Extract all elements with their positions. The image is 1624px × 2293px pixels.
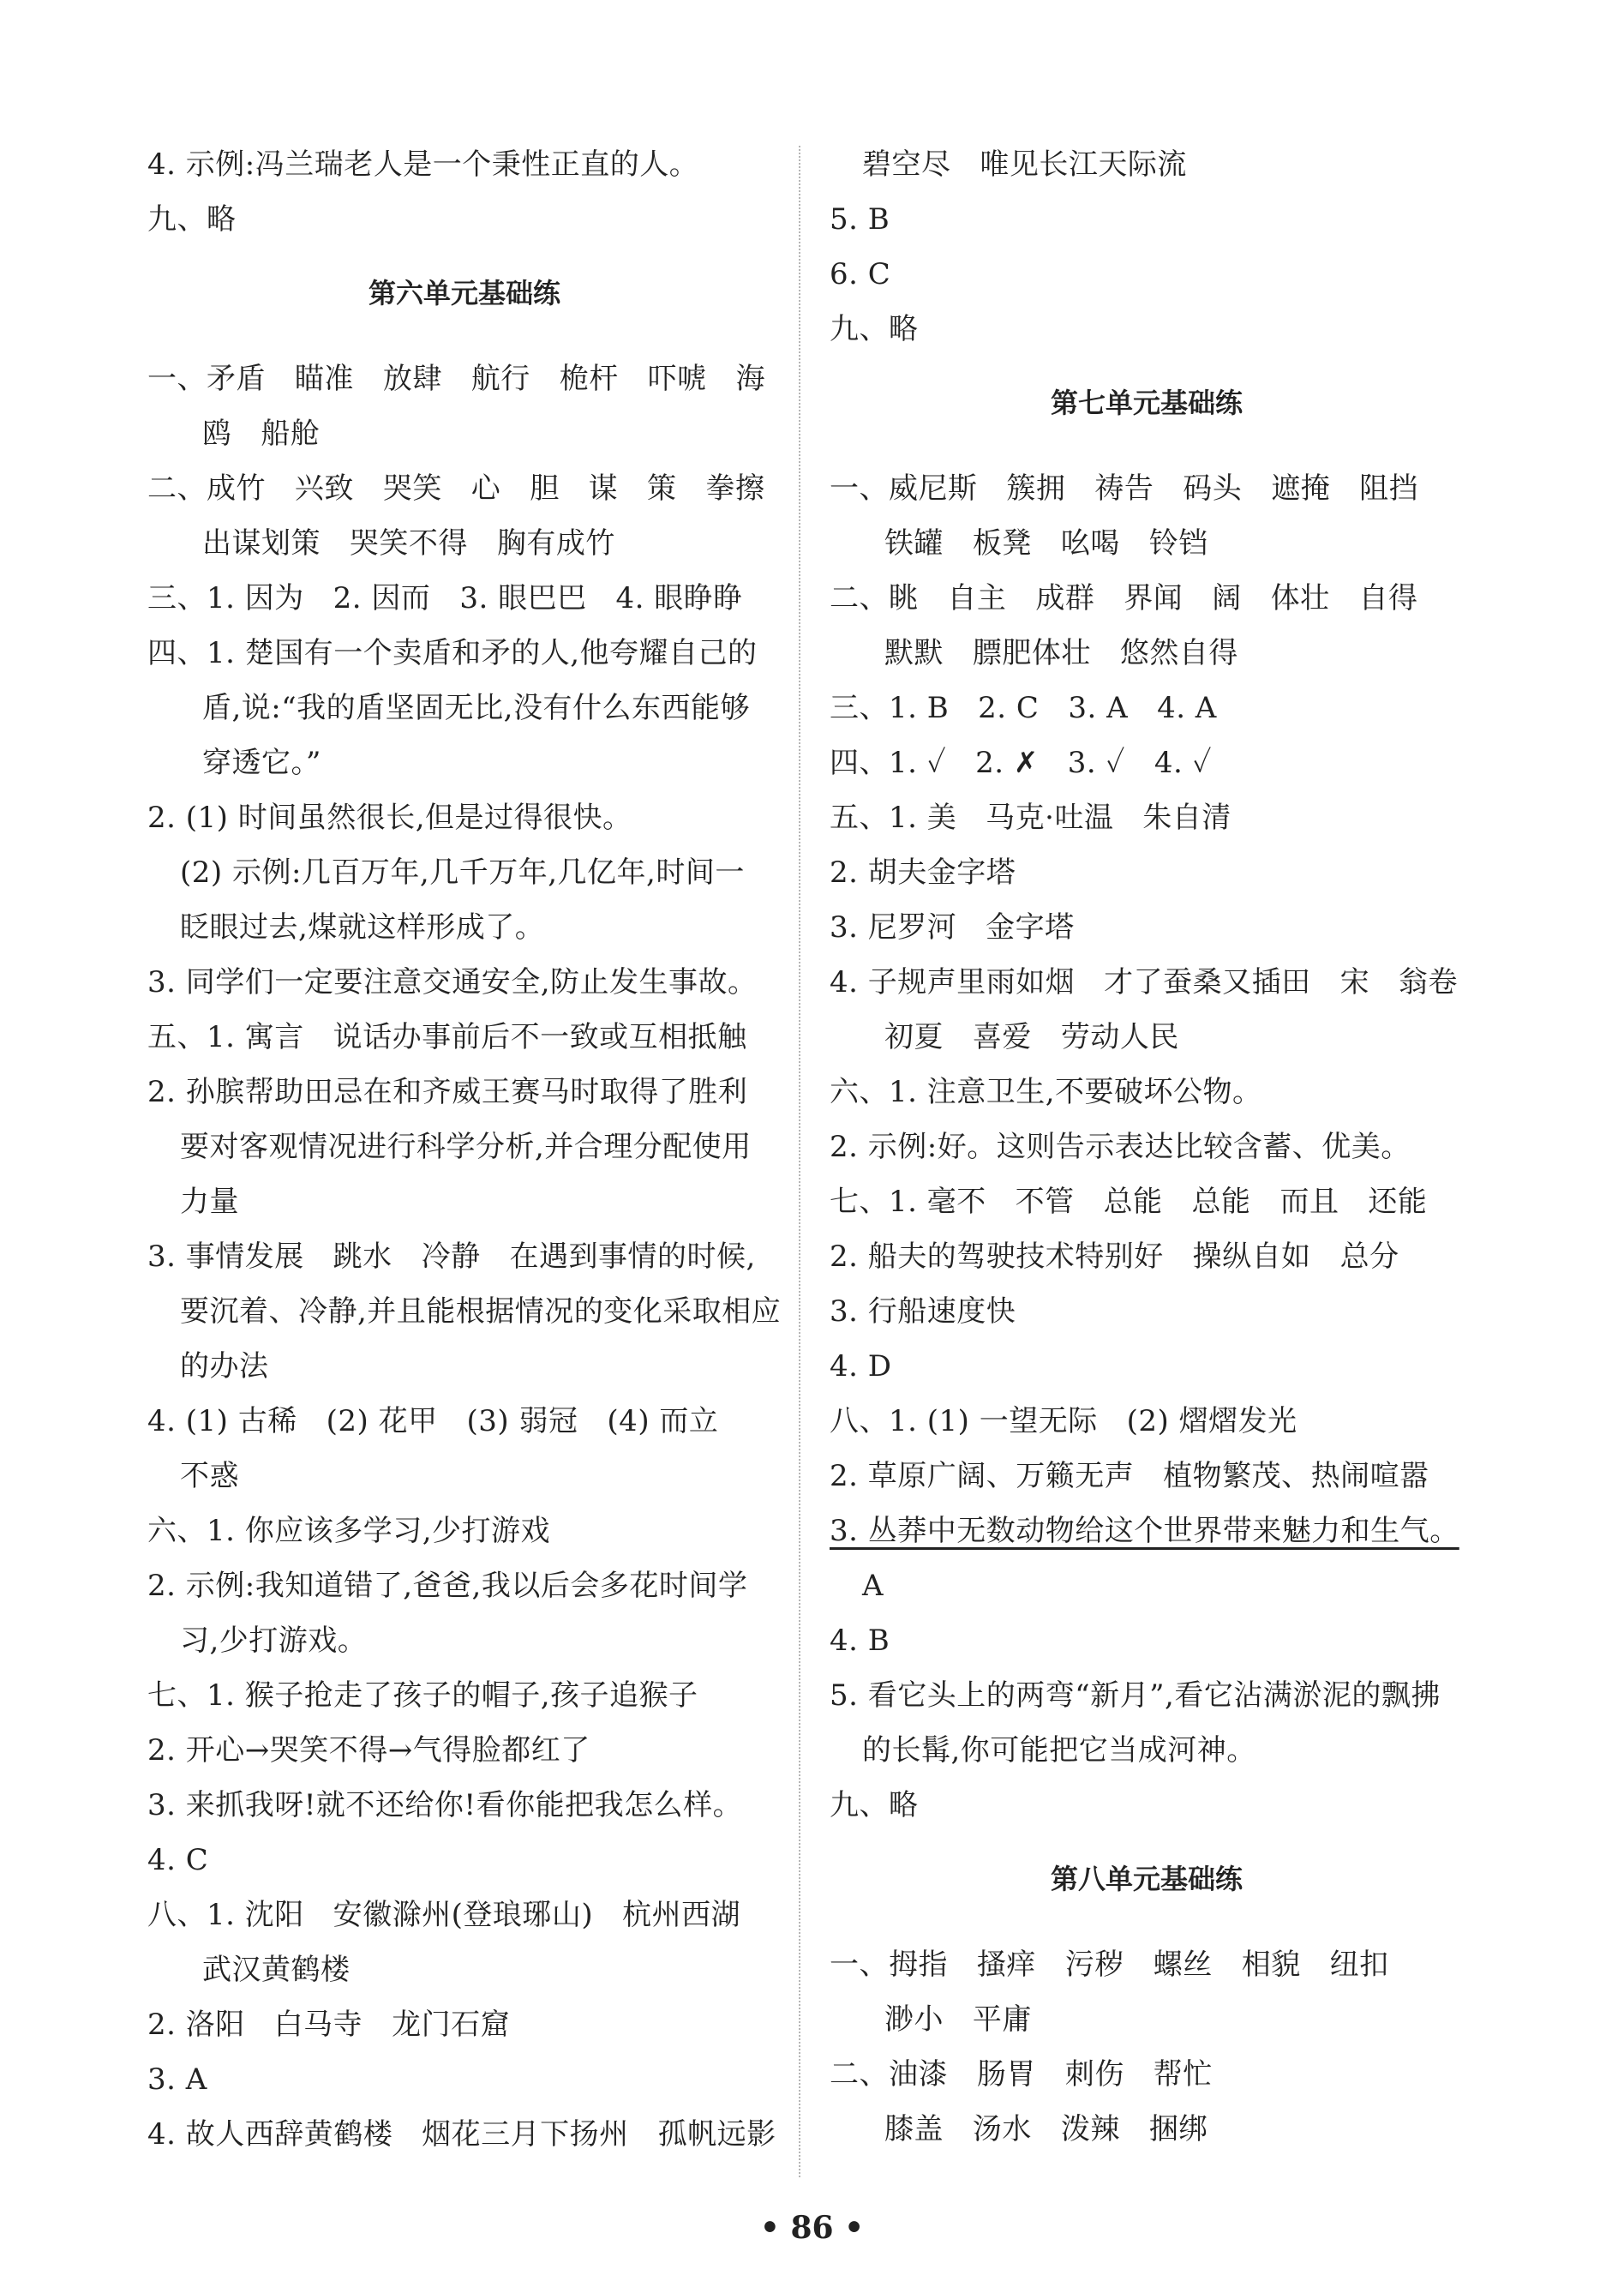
- answer-line: 四、1. 楚国有一个卖盾和矛的人,他夸耀自己的: [147, 636, 758, 670]
- answer-line: 默默 膘肥体壮 悠然自得: [884, 636, 1238, 670]
- answer-line: 渺小 平庸: [884, 2002, 1032, 2037]
- unit8-heading: 第八单元基础练: [1050, 1863, 1243, 1895]
- page-number: • 86 •: [759, 2210, 865, 2246]
- answer-line: 4. B: [830, 1624, 890, 1658]
- answer-line: 3. 同学们一定要注意交通安全,防止发生事故。: [147, 965, 758, 999]
- answer-line: 碧空尽 唯见长江天际流: [862, 147, 1187, 182]
- answer-line: 的长髯,你可能把它当成河神。: [862, 1733, 1256, 1768]
- answer-line: 八、1. 沈阳 安徽滁州(登琅琊山) 杭州西湖: [147, 1898, 741, 1932]
- answer-line: 七、1. 猴子抢走了孩子的帽子,孩子追猴子: [147, 1678, 698, 1713]
- answer-line: 4. 示例:冯兰瑞老人是一个秉性正直的人。: [147, 147, 699, 182]
- answer-line: A: [862, 1569, 884, 1603]
- answer-line: 2. 开心→哭笑不得→气得脸都红了: [147, 1733, 590, 1768]
- answer-line: 5. 看它头上的两弯“新月”,看它沾满淤泥的飘拂: [830, 1678, 1441, 1713]
- answer-line: 3. 行船速度快: [830, 1294, 1016, 1329]
- answer-line: 出谋划策 哭笑不得 胸有成竹: [202, 526, 615, 561]
- answer-line: 六、1. 你应该多学习,少打游戏: [147, 1514, 551, 1548]
- answer-line: 一、拇指 搔痒 污秽 螺丝 相貌 纽扣: [830, 1948, 1389, 1982]
- answer-line: 2. 示例:好。这则告示表达比较含蓄、优美。: [830, 1130, 1411, 1164]
- answer-line: 穿透它。”: [202, 746, 321, 780]
- answer-line: 二、眺 自主 成群 界闻 阔 体壮 自得: [830, 581, 1418, 615]
- answer-line: 3. 尼罗河 金字塔: [830, 910, 1075, 945]
- answer-line: 四、1. ✓ 2. ✗ 3. ✓ 4. ✓: [830, 746, 1213, 780]
- answer-line: 力量: [180, 1185, 239, 1219]
- answer-line: 三、1. 因为 2. 因而 3. 眼巴巴 4. 眼睁睁: [147, 581, 743, 615]
- answer-line: 铁罐 板凳 吆喝 铃铛: [884, 526, 1208, 561]
- answer-line: 眨眼过去,煤就这样形成了。: [180, 910, 545, 945]
- column-divider: [799, 146, 800, 2177]
- unit6-heading: 第六单元基础练: [368, 277, 560, 309]
- answer-line: 三、1. B 2. C 3. A 4. A: [830, 691, 1217, 725]
- answer-line: 不惑: [180, 1459, 239, 1493]
- answer-line: 一、威尼斯 簇拥 祷告 码头 遮掩 阻挡: [830, 471, 1419, 506]
- answer-line: 4. 故人西辞黄鹤楼 烟花三月下扬州 孤帆远影: [147, 2117, 776, 2152]
- unit7-heading: 第七单元基础练: [1050, 387, 1243, 419]
- answer-line: 盾,说:“我的盾坚固无比,没有什么东西能够: [202, 691, 750, 725]
- answer-line: 4. D: [830, 1349, 892, 1384]
- answer-line: 五、1. 美 马克·吐温 朱自清: [830, 801, 1231, 835]
- answer-line: 2. 胡夫金字塔: [830, 855, 1016, 890]
- answer-line: 习,少打游戏。: [180, 1624, 368, 1658]
- answer-line: 4. C: [147, 1843, 209, 1877]
- answer-line: 膝盖 汤水 泼辣 捆绑: [884, 2112, 1208, 2146]
- answer-line: 九、略: [830, 312, 919, 346]
- answer-line: 二、成竹 兴致 哭笑 心 胆 谋 策 拳擦: [147, 471, 765, 506]
- right-column: [830, 137, 1464, 2157]
- answer-line: 2. (1) 时间虽然很长,但是过得很快。: [147, 801, 632, 835]
- answer-line: 2. 草原广阔、万籁无声 植物繁茂、热闹喧嚣: [830, 1459, 1429, 1493]
- answer-line: 要对客观情况进行科学分析,并合理分配使用: [180, 1130, 752, 1164]
- answer-line: 2. 孙膑帮助田忌在和齐威王赛马时取得了胜利: [147, 1075, 748, 1109]
- answer-line: 3. 来抓我呀!就不还给你!看你能把我怎么样。: [147, 1788, 743, 1822]
- answer-line: 3. 事情发展 跳水 冷静 在遇到事情的时候,: [147, 1240, 756, 1274]
- answer-line: 六、1. 注意卫生,不要破坏公物。: [830, 1075, 1262, 1109]
- answer-line: 2. 示例:我知道错了,爸爸,我以后会多花时间学: [147, 1569, 748, 1603]
- answer-line: 4. (1) 古稀 (2) 花甲 (3) 弱冠 (4) 而立: [147, 1404, 719, 1438]
- answer-line: 九、略: [147, 202, 237, 237]
- answer-line: 的办法: [180, 1349, 269, 1384]
- answer-line: 5. B: [830, 202, 890, 237]
- answer-line: 要沉着、冷静,并且能根据情况的变化采取相应: [180, 1294, 782, 1329]
- answer-line: 二、油漆 肠胃 刺伤 帮忙: [830, 2057, 1213, 2092]
- answer-line: 武汉黄鹤楼: [202, 1953, 351, 1987]
- answer-line: (2) 示例:几百万年,几千万年,几亿年,时间一: [180, 855, 745, 890]
- answer-line: 九、略: [830, 1788, 919, 1822]
- answer-line: 八、1. (1) 一望无际 (2) 熠熠发光: [830, 1404, 1297, 1438]
- answer-line: 3. 丛莽中无数动物给这个世界带来魅力和生气。: [830, 1514, 1459, 1548]
- answer-line: 2. 船夫的驾驶技术特别好 操纵自如 总分: [830, 1240, 1399, 1274]
- answer-line: 6. C: [830, 257, 891, 291]
- answer-line: 4. 子规声里雨如烟 才了蚕桑又插田 宋 翁卷: [830, 965, 1459, 999]
- answer-line: 五、1. 寓言 说话办事前后不一致或互相抵触: [147, 1020, 747, 1054]
- left-column: [147, 137, 782, 2162]
- answer-line: 一、矛盾 瞄准 放肆 航行 桅杆 吓唬 海: [147, 362, 766, 396]
- answer-line: 初夏 喜爱 劳动人民: [884, 1020, 1179, 1054]
- answer-line: 七、1. 毫不 不管 总能 总能 而且 还能: [830, 1185, 1428, 1219]
- answer-line: 鸥 船舱: [202, 417, 321, 451]
- answer-line: 2. 洛阳 白马寺 龙门石窟: [147, 2008, 511, 2042]
- answer-line: 3. A: [147, 2062, 207, 2097]
